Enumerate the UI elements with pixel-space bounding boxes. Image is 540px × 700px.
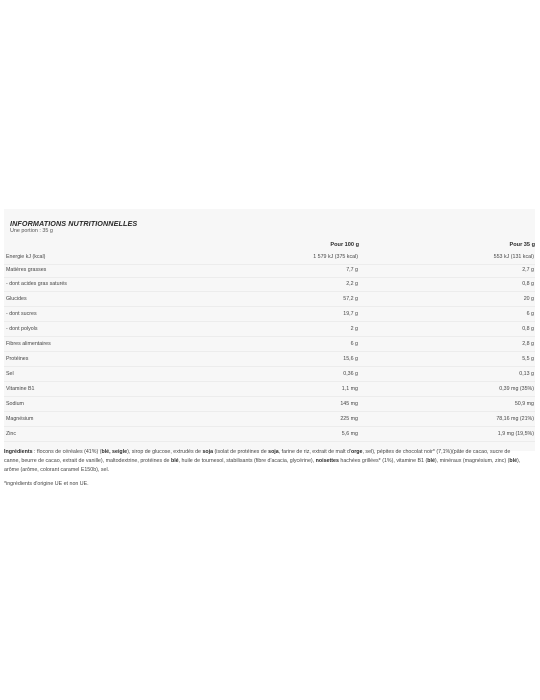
allergen: noisettes (315, 458, 339, 464)
row-divider (4, 426, 535, 427)
allergen: blé (427, 458, 435, 464)
row-divider (4, 306, 535, 307)
allergen: soja (202, 449, 214, 455)
panel-title: INFORMATIONS NUTRITIONNELLES (10, 219, 138, 228)
value-per-portion: 1,9 mg (19,5%) (497, 431, 534, 437)
row-divider (4, 264, 535, 265)
ingredients-part: ), sirop de glucose, extrudés de (127, 449, 203, 455)
nutrition-panel (4, 209, 535, 451)
nutrition-row (4, 401, 535, 414)
value-per-100g: 1 579 kJ (375 kcal) (313, 254, 358, 260)
value-per-portion: 0,8 g (522, 326, 534, 332)
value-per-portion: 2,7 g (522, 267, 534, 273)
value-per-portion: 0,8 g (522, 281, 534, 287)
nutrition-row (4, 431, 535, 444)
value-per-100g: 6 g (350, 341, 358, 347)
row-divider (4, 351, 535, 352)
ingredients-text (4, 448, 524, 475)
column-header-per-portion: Pour 35 g (509, 242, 535, 248)
nutrient-label: - dont polyols (6, 326, 38, 332)
row-divider (4, 277, 535, 278)
value-per-100g: 5,6 mg (341, 431, 358, 437)
nutrition-row (4, 326, 535, 339)
ingredients-part: : flocons de céréales (41%) ( (32, 449, 102, 455)
allergen: blé (170, 458, 179, 464)
nutrient-label: Matières grasses (6, 267, 47, 273)
ingredients-part: , huile de tournesol, stabilisants (fibre d'acacia, glycérine), (178, 458, 316, 464)
value-per-100g: 15,6 g (343, 356, 358, 362)
nutrient-label: Magnésium (6, 416, 34, 422)
ingredients-part: (isolat de protéines de (213, 449, 269, 455)
nutrition-row (4, 341, 535, 354)
value-per-portion: 0,13 g (519, 371, 534, 377)
value-per-100g: 1,1 mg (341, 386, 358, 392)
value-per-100g: 2,2 g (346, 281, 358, 287)
row-divider (4, 291, 535, 292)
nutrient-label: - dont acides gras saturés (6, 281, 67, 287)
nutrition-row (4, 281, 535, 294)
value-per-100g: 19,7 g (343, 311, 358, 317)
panel-subtitle: Une portion : 35 g (10, 228, 53, 234)
nutrition-row (4, 267, 535, 280)
ingredients-label: Ingrédients (4, 449, 33, 455)
row-divider (4, 321, 535, 322)
nutrient-label: Sel (6, 371, 14, 377)
value-per-100g: 225 mg (340, 416, 358, 422)
allergen: blé, seigle (101, 449, 128, 455)
allergen: orge (351, 449, 363, 455)
column-header-per-100g: Pour 100 g (330, 242, 359, 248)
value-per-100g: 7,7 g (346, 267, 358, 273)
nutrition-row (4, 386, 535, 399)
nutrient-label: Glucides (6, 296, 27, 302)
value-per-100g: 145 mg (340, 401, 358, 407)
row-divider (4, 366, 535, 367)
nutrient-label: Sodium (6, 401, 24, 407)
allergen: blé (509, 458, 518, 464)
nutrient-label: Fibres alimentaires (6, 341, 51, 347)
nutrition-row (4, 416, 535, 429)
footnote: *ingrédients d'origine UE et non UE. (4, 481, 89, 487)
ingredients-part: hachées grillées* (1%), vitamine B1 ( (338, 458, 428, 464)
value-per-portion: 78,16 mg (21%) (496, 416, 534, 422)
nutrient-label: Vitamine B1 (6, 386, 35, 392)
ingredients-part: ), arôme (arôme, colorant caramel E150b), sel. (4, 458, 521, 473)
value-per-portion: 6 g (526, 311, 534, 317)
value-per-portion: 2,8 g (522, 341, 534, 347)
nutrition-row (4, 296, 535, 309)
nutrient-label: Energie kJ (kcal) (6, 254, 46, 260)
row-divider (4, 396, 535, 397)
nutrient-label: Protéines (6, 356, 29, 362)
row-divider (4, 441, 535, 442)
ingredients-part: , farine de riz, extrait de malt d' (278, 449, 351, 455)
value-per-portion: 0,39 mg (35%) (499, 386, 534, 392)
nutrition-row (4, 356, 535, 369)
value-per-portion: 50,9 mg (514, 401, 534, 407)
nutrition-row (4, 371, 535, 384)
row-divider (4, 336, 535, 337)
allergen: soja (268, 449, 279, 455)
ingredients-part: ), minéraux (magnésium, zinc) ( (434, 458, 510, 464)
value-per-100g: 2 g (350, 326, 358, 332)
value-per-portion: 5,5 g (522, 356, 534, 362)
nutrient-label: - dont sucres (6, 311, 37, 317)
ingredients-part: , sel), pépites de chocolat noir* (7,1%)(pâte de cacao, sucre de canne, beurre de cacao, extrait de vanille), maltodextrine, protéines de (4, 449, 511, 464)
nutrition-row (4, 311, 535, 324)
row-divider (4, 411, 535, 412)
value-per-100g: 0,36 g (343, 371, 358, 377)
value-per-portion: 553 kJ (131 kcal) (493, 254, 534, 260)
nutrition-row (4, 254, 535, 267)
value-per-portion: 20 g (523, 296, 534, 302)
row-divider (4, 381, 535, 382)
value-per-100g: 57,2 g (343, 296, 358, 302)
nutrient-label: Zinc (6, 431, 17, 437)
